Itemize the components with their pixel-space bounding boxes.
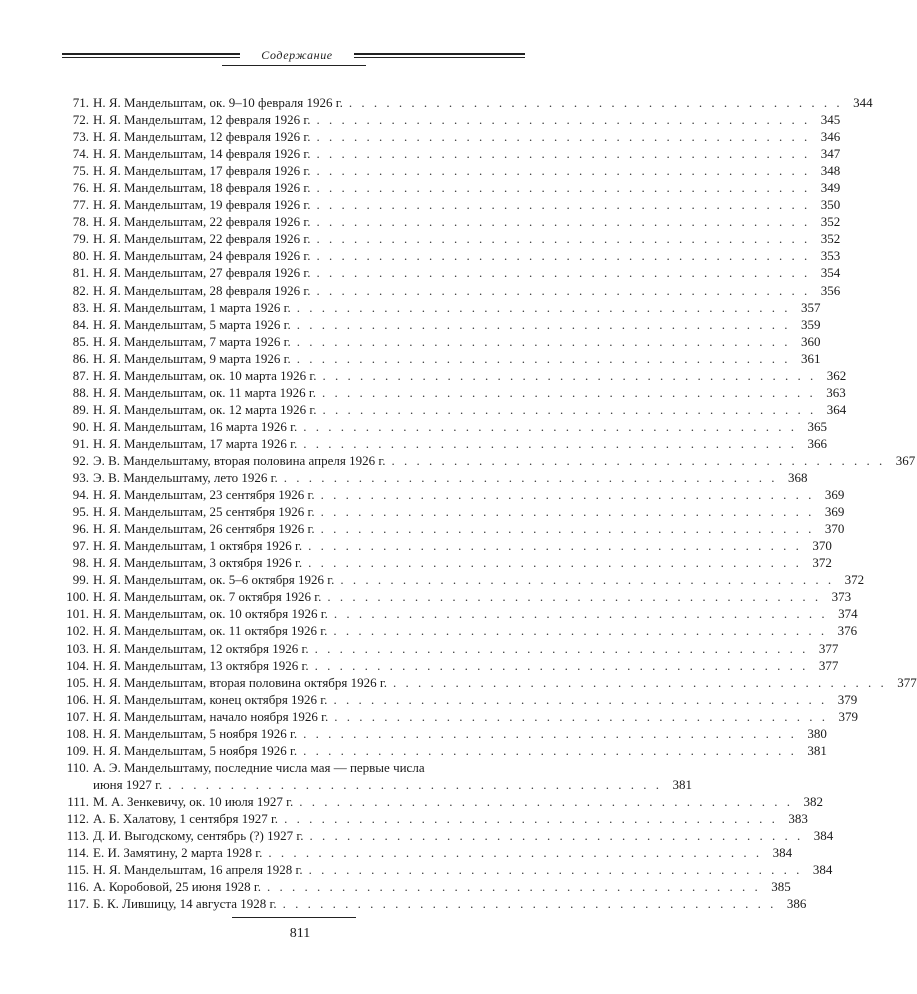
dot-leader: . . . . . . . . . . . . . . . . . . . . . . . . . . . . . . . . . . . . . . . . [296, 299, 791, 315]
entry-page: 347 [820, 146, 841, 162]
entry-number: 98. [72, 555, 89, 571]
entry-title: Н. Я. Мандельштам, 12 февраля 1926 г. [93, 112, 311, 128]
dot-leader: . . . . . . . . . . . . . . . . . . . . . . . . . . . . . . . . . . . . . . . . [282, 896, 777, 912]
dot-leader: . . . . . . . . . . . . . . . . . . . . . . . . . . . . . . . . . . . . . . . . [391, 452, 886, 468]
entry-number: 96. [72, 521, 89, 537]
entry-number: 93. [72, 470, 89, 486]
entry-page: 348 [820, 163, 841, 179]
dot-leader: . . . . . . . . . . . . . . . . . . . . . . . . . . . . . . . . . . . . . . . . [299, 793, 794, 809]
entry-title: Д. И. Выгодскому, сентябрь (?) 1927 г. [93, 828, 304, 844]
toc-entry [62, 316, 821, 333]
entry-number: 99. [72, 572, 89, 588]
dot-leader: . . . . . . . . . . . . . . . . . . . . . . . . . . . . . . . . . . . . . . . . [168, 776, 662, 792]
entry-page: 377 [818, 657, 839, 673]
entry-number: 100. [66, 589, 89, 605]
toc-entry [62, 861, 833, 878]
entry-page: 357 [800, 299, 821, 315]
dot-leader: . . . . . . . . . . . . . . . . . . . . . . . . . . . . . . . . . . . . . . . . [316, 112, 811, 128]
entry-page: 359 [800, 316, 821, 332]
footer-rule [232, 917, 356, 918]
entry-number: 92. [72, 452, 89, 468]
entry-title: Н. Я. Мандельштам, 1 марта 1926 г. [93, 299, 291, 315]
entry-page: 345 [820, 112, 841, 128]
entry-page: 373 [831, 589, 852, 605]
toc-entry [62, 691, 858, 708]
toc-entry [62, 350, 821, 367]
toc-entry [62, 844, 793, 861]
entry-title: Н. Я. Мандельштам, 24 февраля 1926 г. [93, 248, 311, 264]
entry-number: 116. [66, 879, 89, 895]
toc-entry [62, 367, 847, 384]
dot-leader: . . . . . . . . . . . . . . . . . . . . . . . . . . . . . . . . . . . . . . . . [322, 401, 817, 417]
dot-leader: . . . . . . . . . . . . . . . . . . . . . . . . . . . . . . . . . . . . . . . . [322, 367, 817, 383]
entry-number: 109. [66, 742, 89, 758]
entry-title: Н. Я. Мандельштам, 19 февраля 1926 г. [93, 197, 311, 213]
dot-leader: . . . . . . . . . . . . . . . . . . . . . . . . . . . . . . . . . . . . . . . . [334, 708, 829, 724]
entry-number: 78. [72, 214, 89, 230]
header-double-rule-left [62, 53, 240, 58]
entry-title: Н. Я. Мандельштам, 13 октября 1926 г. [93, 657, 309, 673]
entry-title: Н. Я. Мандельштам, 22 февраля 1926 г. [93, 231, 311, 247]
toc-entry [62, 469, 808, 486]
table-of-contents [62, 94, 917, 912]
toc-entry [62, 213, 841, 230]
entry-number: 75. [72, 163, 89, 179]
entry-page: 366 [807, 435, 827, 451]
entry-page: 372 [812, 555, 832, 571]
dot-leader: . . . . . . . . . . . . . . . . . . . . . . . . . . . . . . . . . . . . . . . . [320, 487, 815, 503]
entry-title: М. А. Зенкевичу, ок. 10 июля 1927 г. [93, 793, 294, 809]
entry-number: 104. [66, 657, 89, 673]
entry-page: 346 [820, 129, 841, 145]
entry-title: Э. В. Мандельштаму, лето 1926 г. [93, 470, 278, 486]
entry-title: А. Коробовой, 25 июня 1928 г. [93, 879, 262, 895]
entry-title: Н. Я. Мандельштам, 16 марта 1926 г. [93, 418, 298, 434]
dot-leader: . . . . . . . . . . . . . . . . . . . . . . . . . . . . . . . . . . . . . . . . [296, 316, 791, 332]
entry-page: 353 [820, 248, 841, 264]
entry-title: Н. Я. Мандельштам, ок. 9–10 февраля 1926 г. [93, 95, 343, 110]
entry-page: 370 [824, 521, 845, 537]
entry-title: Н. Я. Мандельштам, 28 февраля 1926 г. [93, 282, 311, 298]
entry-number: 95. [72, 504, 89, 520]
entry-number: 88. [72, 384, 89, 400]
dot-leader: . . . . . . . . . . . . . . . . . . . . . . . . . . . . . . . . . . . . . . . . [316, 214, 811, 230]
entry-number: 102. [66, 623, 89, 639]
entry-number: 105. [66, 674, 89, 690]
toc-entry [62, 435, 827, 452]
entry-title: Н. Я. Мандельштам, ок. 11 октября 1926 г. [93, 623, 328, 639]
entry-title: Н. Я. Мандельштам, 14 февраля 1926 г. [93, 146, 311, 162]
dot-leader: . . . . . . . . . . . . . . . . . . . . . . . . . . . . . . . . . . . . . . . . [284, 810, 778, 826]
entry-number: 87. [72, 367, 89, 383]
entry-number: 79. [72, 231, 89, 247]
entry-page: 384 [813, 828, 834, 844]
entry-page: 369 [824, 504, 845, 520]
toc-entry [62, 333, 821, 350]
dot-leader: . . . . . . . . . . . . . . . . . . . . . . . . . . . . . . . . . . . . . . . . [320, 504, 815, 520]
entry-page: 372 [844, 572, 865, 588]
entry-title: Э. В. Мандельштаму, вторая половина апреля 1926 г. [93, 452, 386, 468]
toc-entry [62, 588, 852, 605]
entry-page: 381 [672, 776, 692, 792]
dot-leader: . . . . . . . . . . . . . . . . . . . . . . . . . . . . . . . . . . . . . . . . [320, 521, 815, 537]
toc-entry [62, 793, 824, 810]
entry-page: 383 [788, 810, 808, 826]
entry-title: Н. Я. Мандельштам, вторая половина октября 1926 г. [93, 674, 388, 690]
entry-page: 363 [826, 384, 846, 400]
entry-page: 344 [853, 95, 873, 110]
entry-page: 370 [812, 538, 832, 554]
entry-page: 386 [786, 896, 807, 912]
dot-leader: . . . . . . . . . . . . . . . . . . . . . . . . . . . . . . . . . . . . . . . . [309, 828, 804, 844]
entry-number: 81. [72, 265, 89, 281]
toc-entry [62, 503, 845, 520]
toc-entry [62, 640, 839, 657]
entry-number: 103. [66, 640, 89, 656]
toc-entry [62, 111, 841, 128]
entry-number: 84. [72, 316, 89, 332]
entry-number: 91. [72, 435, 89, 451]
entry-title-continued: июня 1927 г. [93, 776, 163, 792]
toc-entry [62, 264, 841, 281]
entry-title: Н. Я. Мандельштам, 5 ноября 1926 г. [93, 725, 298, 741]
dot-leader: . . . . . . . . . . . . . . . . . . . . . . . . . . . . . . . . . . . . . . . . [327, 589, 822, 605]
entry-page: 368 [788, 470, 808, 486]
entry-title: Н. Я. Мандельштам, ок. 10 октября 1926 г. [93, 606, 328, 622]
dot-leader: . . . . . . . . . . . . . . . . . . . . . . . . . . . . . . . . . . . . . . . . [333, 691, 828, 707]
toc-entry [62, 759, 692, 793]
dot-leader: . . . . . . . . . . . . . . . . . . . . . . . . . . . . . . . . . . . . . . . . [314, 657, 809, 673]
entry-title: Н. Я. Мандельштам, начало ноября 1926 г. [93, 708, 329, 724]
entry-title: Н. Я. Мандельштам, 12 февраля 1926 г. [93, 129, 311, 145]
entry-title: Н. Я. Мандельштам, 9 марта 1926 г. [93, 350, 291, 366]
entry-page: 381 [807, 742, 827, 758]
entry-title: Н. Я. Мандельштам, 5 марта 1926 г. [93, 316, 291, 332]
entry-number: 85. [72, 333, 89, 349]
dot-leader: . . . . . . . . . . . . . . . . . . . . . . . . . . . . . . . . . . . . . . . . [296, 333, 791, 349]
entry-title: Н. Я. Мандельштам, ок. 11 марта 1926 г. [93, 384, 317, 400]
entry-number: 94. [72, 487, 89, 503]
dot-leader: . . . . . . . . . . . . . . . . . . . . . . . . . . . . . . . . . . . . . . . . [316, 265, 811, 281]
entry-page: 352 [820, 214, 841, 230]
entry-title: Н. Я. Мандельштам, 1 октября 1926 г. [93, 538, 303, 554]
entry-number: 82. [72, 282, 89, 298]
entry-title: Н. Я. Мандельштам, ок. 10 марта 1926 г. [93, 367, 317, 383]
entry-page: 385 [771, 879, 791, 895]
entry-page: 365 [807, 418, 827, 434]
toc-entry [62, 742, 827, 759]
toc-entry [62, 571, 865, 588]
entry-number: 111. [67, 793, 89, 809]
entry-page: 374 [838, 606, 858, 622]
entry-page: 379 [837, 691, 858, 707]
entry-title: Н. Я. Мандельштам, 3 октября 1926 г. [93, 555, 303, 571]
dot-leader: . . . . . . . . . . . . . . . . . . . . . . . . . . . . . . . . . . . . . . . . [283, 470, 778, 486]
toc-entry [62, 196, 841, 213]
entry-title: Н. Я. Мандельштам, 23 сентября 1926 г. [93, 487, 315, 503]
toc-entry [62, 708, 859, 725]
entry-number: 72. [72, 112, 89, 128]
dot-leader: . . . . . . . . . . . . . . . . . . . . . . . . . . . . . . . . . . . . . . . . [316, 163, 811, 179]
entry-number: 113. [66, 828, 89, 844]
dot-leader: . . . . . . . . . . . . . . . . . . . . . . . . . . . . . . . . . . . . . . . . [314, 640, 809, 656]
entry-title: Н. Я. Мандельштам, 22 февраля 1926 г. [93, 214, 311, 230]
dot-leader: . . . . . . . . . . . . . . . . . . . . . . . . . . . . . . . . . . . . . . . . [316, 129, 811, 145]
entry-number: 73. [72, 129, 89, 145]
entry-title: Н. Я. Мандельштам, ок. 12 марта 1926 г. [93, 401, 317, 417]
entry-page: 384 [772, 845, 793, 861]
entry-title: Н. Я. Мандельштам, конец октября 1926 г. [93, 691, 328, 707]
toc-entry [62, 452, 916, 469]
dot-leader: . . . . . . . . . . . . . . . . . . . . . . . . . . . . . . . . . . . . . . . . [303, 435, 797, 451]
header-underline [222, 65, 366, 66]
entry-title: Н. Я. Мандельштам, 5 ноября 1926 г. [93, 742, 298, 758]
dot-leader: . . . . . . . . . . . . . . . . . . . . . . . . . . . . . . . . . . . . . . . . [316, 197, 811, 213]
entry-number: 115. [66, 862, 89, 878]
dot-leader: . . . . . . . . . . . . . . . . . . . . . . . . . . . . . . . . . . . . . . . . [316, 231, 811, 247]
dot-leader: . . . . . . . . . . . . . . . . . . . . . . . . . . . . . . . . . . . . . . . . [316, 180, 811, 196]
entry-page: 377 [897, 674, 917, 690]
toc-entry [62, 674, 917, 691]
toc-entry [62, 554, 832, 571]
toc-entry [62, 622, 858, 639]
toc-entry [62, 179, 841, 196]
entry-title: Н. Я. Мандельштам, 25 сентября 1926 г. [93, 504, 315, 520]
entry-page: 352 [820, 231, 841, 247]
dot-leader: . . . . . . . . . . . . . . . . . . . . . . . . . . . . . . . . . . . . . . . . [316, 146, 811, 162]
toc-entry [62, 162, 841, 179]
entry-number: 77. [72, 197, 89, 213]
entry-page: 354 [820, 265, 841, 281]
dot-leader: . . . . . . . . . . . . . . . . . . . . . . . . . . . . . . . . . . . . . . . . [296, 350, 791, 366]
dot-leader: . . . . . . . . . . . . . . . . . . . . . . . . . . . . . . . . . . . . . . . . [303, 418, 797, 434]
toc-entry [62, 384, 846, 401]
entry-number: 117. [66, 896, 89, 912]
entry-number: 107. [66, 708, 89, 724]
entry-title: Н. Я. Мандельштам, 17 марта 1926 г. [93, 435, 298, 451]
dot-leader: . . . . . . . . . . . . . . . . . . . . . . . . . . . . . . . . . . . . . . . . [322, 384, 816, 400]
dot-leader: . . . . . . . . . . . . . . . . . . . . . . . . . . . . . . . . . . . . . . . . [316, 282, 811, 298]
toc-entry [62, 520, 845, 537]
entry-page: 384 [812, 862, 833, 878]
toc-entry [62, 401, 847, 418]
entry-number: 86. [72, 350, 89, 366]
entry-page: 379 [838, 708, 859, 724]
entry-number: 106. [66, 691, 89, 707]
entry-page: 349 [820, 180, 841, 196]
entry-page: 382 [803, 793, 824, 809]
entry-page: 367 [895, 452, 916, 468]
toc-entry [62, 827, 834, 844]
entry-page: 364 [826, 401, 847, 417]
entry-page: 361 [800, 350, 821, 366]
entry-number: 80. [72, 248, 89, 264]
toc-entry [62, 299, 821, 316]
dot-leader: . . . . . . . . . . . . . . . . . . . . . . . . . . . . . . . . . . . . . . . . [308, 862, 803, 878]
dot-leader: . . . . . . . . . . . . . . . . . . . . . . . . . . . . . . . . . . . . . . . . [348, 95, 843, 110]
entry-title: Н. Я. Мандельштам, 26 сентября 1926 г. [93, 521, 315, 537]
entry-number: 83. [72, 299, 89, 315]
entry-page: 360 [800, 333, 821, 349]
entry-page: 377 [818, 640, 839, 656]
entry-title: Н. Я. Мандельштам, 7 марта 1926 г. [93, 333, 291, 349]
entry-page: 380 [807, 725, 827, 741]
dot-leader: . . . . . . . . . . . . . . . . . . . . . . . . . . . . . . . . . . . . . . . . [316, 248, 811, 264]
entry-title: Б. К. Лившицу, 14 августа 1928 г. [93, 896, 277, 912]
entry-title: Н. Я. Мандельштам, ок. 7 октября 1926 г. [93, 589, 322, 605]
entry-title: Н. Я. Мандельштам, 17 февраля 1926 г. [93, 163, 311, 179]
dot-leader: . . . . . . . . . . . . . . . . . . . . . . . . . . . . . . . . . . . . . . . . [333, 606, 828, 622]
toc-entry [62, 94, 873, 111]
entry-number: 110. [66, 759, 89, 775]
page-number: 811 [289, 926, 311, 941]
toc-entry [62, 810, 808, 827]
toc-entry [62, 537, 832, 554]
entry-title: Н. Я. Мандельштам, ок. 5–6 октября 1926 г. [93, 572, 335, 588]
entry-title: Н. Я. Мандельштам, 27 февраля 1926 г. [93, 265, 311, 281]
dot-leader: . . . . . . . . . . . . . . . . . . . . . . . . . . . . . . . . . . . . . . . . [303, 742, 797, 758]
entry-number: 97. [72, 538, 89, 554]
entry-number: 74. [72, 146, 89, 162]
entry-number: 89. [72, 401, 89, 417]
entry-number: 76. [72, 180, 89, 196]
entry-number: 112. [66, 810, 89, 826]
entry-title: Н. Я. Мандельштам, 12 октября 1926 г. [93, 640, 309, 656]
toc-entry [62, 605, 858, 622]
entry-title: Н. Я. Мандельштам, 16 апреля 1928 г. [93, 862, 303, 878]
entry-page: 350 [820, 197, 841, 213]
dot-leader: . . . . . . . . . . . . . . . . . . . . . . . . . . . . . . . . . . . . . . . . [308, 555, 802, 571]
dot-leader: . . . . . . . . . . . . . . . . . . . . . . . . . . . . . . . . . . . . . . . . [303, 725, 797, 741]
entry-number: 101. [66, 606, 89, 622]
dot-leader: . . . . . . . . . . . . . . . . . . . . . . . . . . . . . . . . . . . . . . . . [268, 845, 763, 861]
toc-entry [62, 247, 841, 264]
dot-leader: . . . . . . . . . . . . . . . . . . . . . . . . . . . . . . . . . . . . . . . . [393, 674, 887, 690]
toc-entry [62, 486, 845, 503]
toc-entry [62, 895, 807, 912]
entry-number: 90. [72, 418, 89, 434]
toc-entry [62, 282, 841, 299]
entry-page: 362 [826, 367, 847, 383]
toc-entry [62, 657, 839, 674]
header-double-rule-right [354, 53, 525, 58]
toc-entry [62, 878, 791, 895]
entry-number: 114. [66, 845, 89, 861]
dot-leader: . . . . . . . . . . . . . . . . . . . . . . . . . . . . . . . . . . . . . . . . [308, 538, 802, 554]
entry-number: 71. [72, 95, 89, 110]
entry-page: 356 [820, 282, 841, 298]
entry-title: А. Б. Халатову, 1 сентября 1927 г. [93, 810, 279, 826]
entry-title: Н. Я. Мандельштам, 18 февраля 1926 г. [93, 180, 311, 196]
entry-page: 369 [824, 487, 845, 503]
entry-page: 376 [837, 623, 858, 639]
header-title: Содержание [261, 48, 333, 62]
entry-title: Е. И. Замятину, 2 марта 1928 г. [93, 845, 263, 861]
toc-entry [62, 145, 841, 162]
entry-title: А. Э. Мандельштаму, последние числа мая — первые числа [93, 759, 425, 775]
toc-entry [62, 128, 841, 145]
toc-entry [62, 230, 841, 247]
running-header [62, 46, 525, 70]
toc-entry [62, 418, 827, 435]
entry-number: 108. [66, 725, 89, 741]
dot-leader: . . . . . . . . . . . . . . . . . . . . . . . . . . . . . . . . . . . . . . . . [340, 572, 835, 588]
toc-entry [62, 725, 827, 742]
dot-leader: . . . . . . . . . . . . . . . . . . . . . . . . . . . . . . . . . . . . . . . . [267, 879, 761, 895]
dot-leader: . . . . . . . . . . . . . . . . . . . . . . . . . . . . . . . . . . . . . . . . [333, 623, 828, 639]
